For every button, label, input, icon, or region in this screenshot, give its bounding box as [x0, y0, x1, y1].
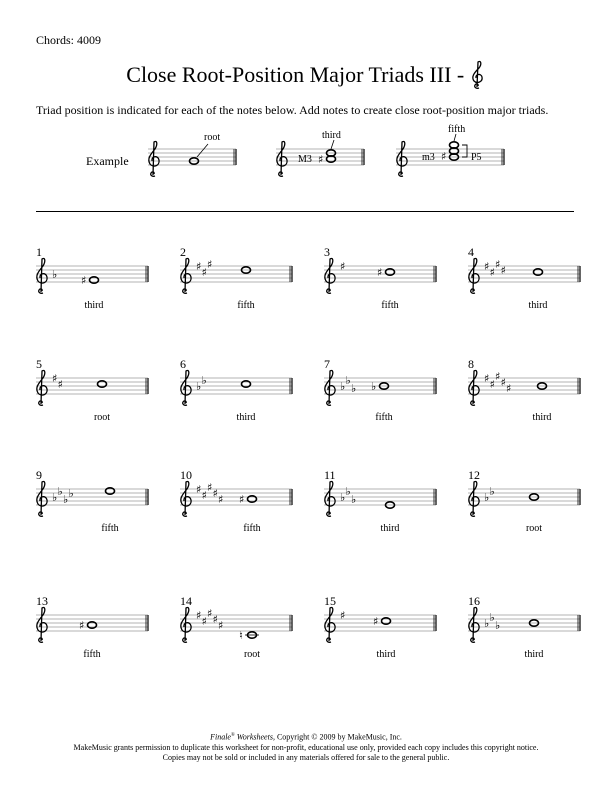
pointer-arrow: [331, 140, 334, 149]
position-label: fifth: [101, 523, 119, 534]
flat-icon: ♭: [371, 380, 377, 393]
exercise-number: 5: [36, 357, 42, 371]
key-signature-sharp-icon: ♯: [207, 607, 213, 620]
natural-icon: ♮: [239, 629, 243, 642]
key-signature-sharp-icon: ♯: [489, 378, 495, 391]
position-label: fifth: [237, 300, 255, 311]
treble-clef-icon: [470, 60, 486, 90]
key-signature-sharp-icon: ♯: [212, 613, 218, 626]
treble-clef-icon: [469, 258, 479, 293]
key-signature-sharp-icon: ♯: [201, 266, 207, 279]
position-label: third: [528, 300, 548, 311]
exercise-number: 3: [324, 245, 330, 259]
interval-label: M3: [298, 154, 312, 165]
key-signature-flat-icon: ♭: [484, 617, 490, 630]
worksheet-id: Chords: 4009: [36, 33, 102, 47]
key-signature-flat-icon: ♭: [495, 619, 501, 632]
treble-clef-icon: [37, 370, 47, 405]
exercise-number: 16: [468, 594, 480, 608]
restriction-line: Copies may not be sold or included in any materials offered for sale to the general public.: [162, 752, 450, 762]
example-position-label: third: [322, 130, 341, 141]
exercise-number: 2: [180, 245, 186, 259]
key-signature-sharp-icon: ♯: [500, 376, 506, 389]
position-label: third: [532, 412, 552, 423]
treble-clef-icon: [181, 607, 191, 642]
key-signature-sharp-icon: ♯: [218, 619, 224, 632]
sharp-icon: ♯: [377, 266, 383, 279]
key-signature-flat-icon: ♭: [484, 491, 490, 504]
position-label: root: [93, 412, 111, 423]
key-signature-sharp-icon: ♯: [489, 266, 495, 279]
key-signature-flat-icon: ♭: [52, 268, 58, 281]
bracket: [462, 145, 467, 157]
exercise-staff: [36, 356, 154, 431]
example-staff-third: [276, 128, 366, 188]
title-text: Close Root-Position Major Triads III -: [126, 62, 470, 87]
key-signature-flat-icon: ♭: [340, 491, 346, 504]
key-signature-sharp-icon: ♯: [484, 260, 490, 273]
exercise-number: 13: [36, 594, 48, 608]
treble-clef-icon: [469, 370, 479, 405]
key-signature-sharp-icon: ♯: [340, 609, 346, 622]
position-label: third: [376, 649, 396, 660]
key-signature-flat-icon: ♭: [201, 374, 207, 387]
treble-clef-icon: [181, 481, 191, 516]
position-label: fifth: [243, 523, 261, 534]
example-position-label: fifth: [448, 124, 466, 135]
page-title: [0, 60, 612, 90]
key-signature-sharp-icon: ♯: [506, 382, 512, 395]
exercise-number: 9: [36, 468, 42, 482]
position-label: third: [236, 412, 256, 423]
staff-lines: [148, 149, 236, 165]
pointer-arrow: [454, 134, 456, 141]
key-signature-sharp-icon: ♯: [196, 483, 202, 496]
treble-clef-icon: [325, 607, 335, 642]
key-signature-sharp-icon: ♯: [201, 489, 207, 502]
treble-clef-icon: [469, 481, 479, 516]
exercise-number: 8: [468, 357, 474, 371]
permission-line: MakeMusic grants permission to duplicate this worksheet for non-profit, educational use only, provided each copy includes this copyright notice.: [73, 742, 539, 752]
treble-clef-icon: [325, 481, 335, 516]
interval-label: P5: [471, 152, 482, 163]
exercise-number: 7: [324, 357, 330, 371]
copyright-footer: [0, 731, 612, 763]
example-label: Example: [86, 154, 129, 168]
exercise-staff: [36, 244, 154, 319]
exercise-staff: [468, 593, 586, 668]
position-label: fifth: [381, 300, 399, 311]
sharp-icon: ♯: [318, 153, 324, 166]
exercise-number: 4: [468, 245, 474, 259]
treble-clef-icon: [37, 258, 47, 293]
exercise-staff: [180, 467, 298, 542]
key-signature-flat-icon: ♭: [340, 380, 346, 393]
treble-clef-icon: [37, 481, 47, 516]
key-signature-flat-icon: ♭: [57, 485, 63, 498]
key-signature-sharp-icon: ♯: [495, 370, 501, 383]
key-signature-flat-icon: ♭: [345, 485, 351, 498]
exercise-staff: [36, 467, 154, 542]
key-signature-flat-icon: ♭: [52, 491, 58, 504]
key-signature-sharp-icon: ♯: [218, 493, 224, 506]
key-signature-sharp-icon: ♯: [212, 487, 218, 500]
key-signature-sharp-icon: ♯: [207, 481, 213, 494]
key-signature-flat-icon: ♭: [351, 493, 357, 506]
sharp-icon: ♯: [79, 619, 85, 632]
key-signature-sharp-icon: ♯: [484, 372, 490, 385]
key-signature-sharp-icon: ♯: [57, 378, 63, 391]
exercise-number: 6: [180, 357, 186, 371]
key-signature-flat-icon: ♭: [345, 374, 351, 387]
copyright-line: Finale® Worksheets, Copyright © 2009 by MakeMusic, Inc.: [210, 732, 402, 742]
exercise-staff: [180, 593, 298, 668]
key-signature-sharp-icon: ♯: [201, 615, 207, 628]
example-staff-fifth: [396, 124, 506, 188]
key-signature-flat-icon: ♭: [489, 485, 495, 498]
position-label: third: [84, 300, 104, 311]
sharp-icon: ♯: [81, 274, 87, 287]
key-signature-sharp-icon: ♯: [340, 260, 346, 273]
divider-line: [36, 211, 574, 212]
exercise-number: 15: [324, 594, 336, 608]
interval-label: m3: [422, 152, 435, 163]
sharp-icon: ♯: [239, 493, 245, 506]
exercise-staff: [324, 467, 442, 542]
key-signature-flat-icon: ♭: [489, 611, 495, 624]
key-signature-flat-icon: ♭: [63, 493, 69, 506]
treble-clef-icon: [37, 607, 47, 642]
key-signature-flat-icon: ♭: [351, 382, 357, 395]
key-signature-sharp-icon: ♯: [196, 260, 202, 273]
exercise-number: 14: [180, 594, 192, 608]
exercise-staff: [468, 356, 586, 431]
exercise-staff: [36, 593, 154, 668]
treble-clef-icon: [181, 258, 191, 293]
exercise-number: 1: [36, 245, 42, 259]
example-position-label: root: [204, 132, 221, 143]
position-label: fifth: [375, 412, 393, 423]
sharp-icon: ♯: [373, 615, 379, 628]
exercise-staff: [324, 356, 442, 431]
key-signature-sharp-icon: ♯: [52, 372, 58, 385]
position-label: fifth: [83, 649, 101, 660]
treble-clef-icon: [397, 141, 407, 176]
position-label: root: [525, 523, 543, 534]
key-signature-sharp-icon: ♯: [495, 258, 501, 271]
treble-clef-icon: [149, 141, 159, 176]
pointer-arrow: [197, 144, 208, 157]
example-staff-root: [148, 128, 238, 188]
exercise-number: 11: [324, 468, 336, 482]
exercise-staff: [180, 244, 298, 319]
exercise-number: 10: [180, 468, 192, 482]
key-signature-sharp-icon: ♯: [196, 609, 202, 622]
key-signature-sharp-icon: ♯: [500, 264, 506, 277]
key-signature-sharp-icon: ♯: [207, 258, 213, 271]
exercise-staff: [324, 593, 442, 668]
sharp-icon: ♯: [441, 150, 447, 163]
exercise-number: 12: [468, 468, 480, 482]
exercise-staff: [324, 244, 442, 319]
position-label: third: [524, 649, 544, 660]
treble-clef-icon: [181, 370, 191, 405]
treble-clef-icon: [325, 370, 335, 405]
key-signature-flat-icon: ♭: [196, 380, 202, 393]
position-label: root: [243, 649, 261, 660]
exercise-staff: [468, 244, 586, 319]
position-label: third: [380, 523, 400, 534]
exercise-staff: [180, 356, 298, 431]
treble-clef-icon: [325, 258, 335, 293]
key-signature-flat-icon: ♭: [68, 487, 74, 500]
treble-clef-icon: [277, 141, 287, 176]
exercise-staff: [468, 467, 586, 542]
instructions-text: Triad position is indicated for each of the notes below. Add notes to create close root-position major triads.: [36, 103, 549, 117]
treble-clef-icon: [469, 607, 479, 642]
